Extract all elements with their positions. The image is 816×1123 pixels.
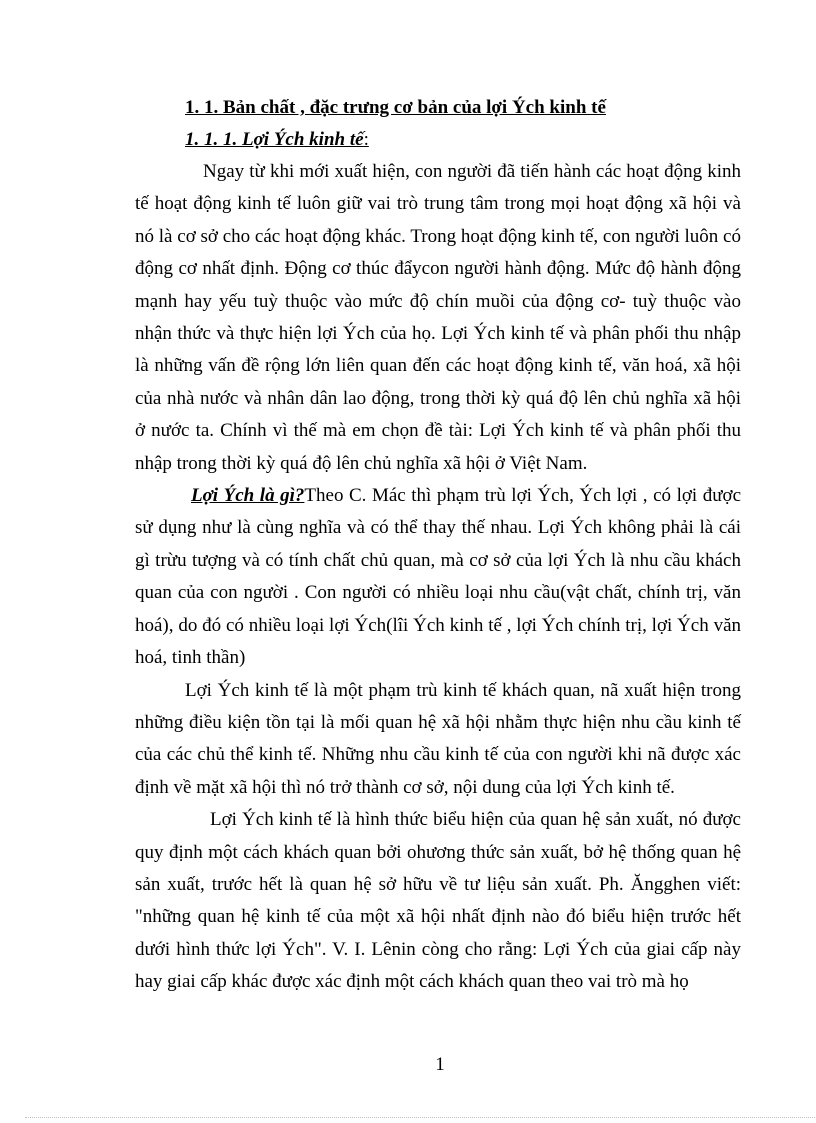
page-number: 1 [435, 1054, 445, 1075]
section-heading: 1. 1. Bản chất , đặc trưng cơ bản của lợi Ých kinh tế [185, 97, 606, 118]
paragraph-definition-term: Lợi Ých là gì? [191, 485, 305, 507]
paragraph-intro: Ngay từ khi mới xuất hiện, con người đã tiến hành các hoạt động kinh tế hoạt động kinh tế luôn giữ vai trò trung tâm trong mọi hoạt động xã hội và nó là cơ sở cho các hoạt động khác. Trong hoạt động kinh tế, con người luôn có động cơ nhất định. Động cơ thúc đẩycon người hành động. Mức độ hành động mạnh hay yếu tuỳ thuộc vào mức độ chín muồi của động cơ- tuỳ thuộc vào nhận thức và thực hiện lợi Ých của họ. Lợi Ých kinh tế và phân phối thu nhập là những vấn đề rộng lớn liên quan đến các hoạt động kinh tế, văn hoá, xã hội của nhà nước và nhân dân lao động, trong thời kỳ quá độ lên chủ nghĩa xã hội ở nước ta. Chính vì thế mà em chọn đề tài: Lợi Ých kinh tế và phân phối thu nhập trong thời kỳ quá độ lên chủ nghĩa xã hội ở Việt Nam. [135, 161, 741, 474]
paragraph-production-relations: Lợi Ých kinh tế là hình thức biểu hiện của quan hệ sản xuất, nó được quy định một cách khách quan bởi ohương thức sản xuất, bở hệ thống quan hệ sản xuất, trước hết là quan hệ sở hữu về tư liệu sản xuất. Ph. Ăngghen viết: "những quan hệ kinh tế của một xã hội nhất định nào đó biểu hiện trước hết dưới hình thức lợi Ých". V. I. Lênin còng cho rằng: Lợi Ých của giai cấp này hay giai cấp khác được xác định một cách khách quan theo vai trò mà họ [135, 809, 741, 993]
paragraph-definition [135, 480, 741, 674]
subsection-heading-colon: : [363, 129, 369, 150]
subsection-heading-text: 1. 1. 1. Lợi Ých kinh tế [185, 129, 364, 150]
subsection-heading [185, 124, 741, 156]
paragraph-definition-text: Theo C. Mác thì phạm trù lợi Ých, Ých lợi , có lợi được sử dụng như là cùng nghĩa và có thể thay thế nhau. Lợi Ých không phải là cái gì trừu tượng và có tính chất chủ quan, mà cơ sở của lợi Ých là nhu cầu khách quan của con người . Con người có nhiều loại nhu cầu(vật chất, chính trị, văn hoá), do đó có nhiều loại lợi Ých(lîi Ých kinh tế , lợi Ých chính trị, lợi Ých văn hoá, tinh thần) [135, 485, 741, 669]
page-bottom-divider [25, 1117, 815, 1118]
document-body [135, 92, 741, 999]
paragraph-economic-category: Lợi Ých kinh tế là một phạm trù kinh tế khách quan, nã xuất hiện trong những điều kiện tồn tại là mối quan hệ xã hội nhằm thực hiện nhu cầu kinh tế của các chủ thể kinh tế. Những nhu cầu kinh tế của con người khi nã được xác định về mặt xã hội thì nó trở thành cơ sở, nội dung của lợi Ých kinh tế. [135, 679, 741, 798]
